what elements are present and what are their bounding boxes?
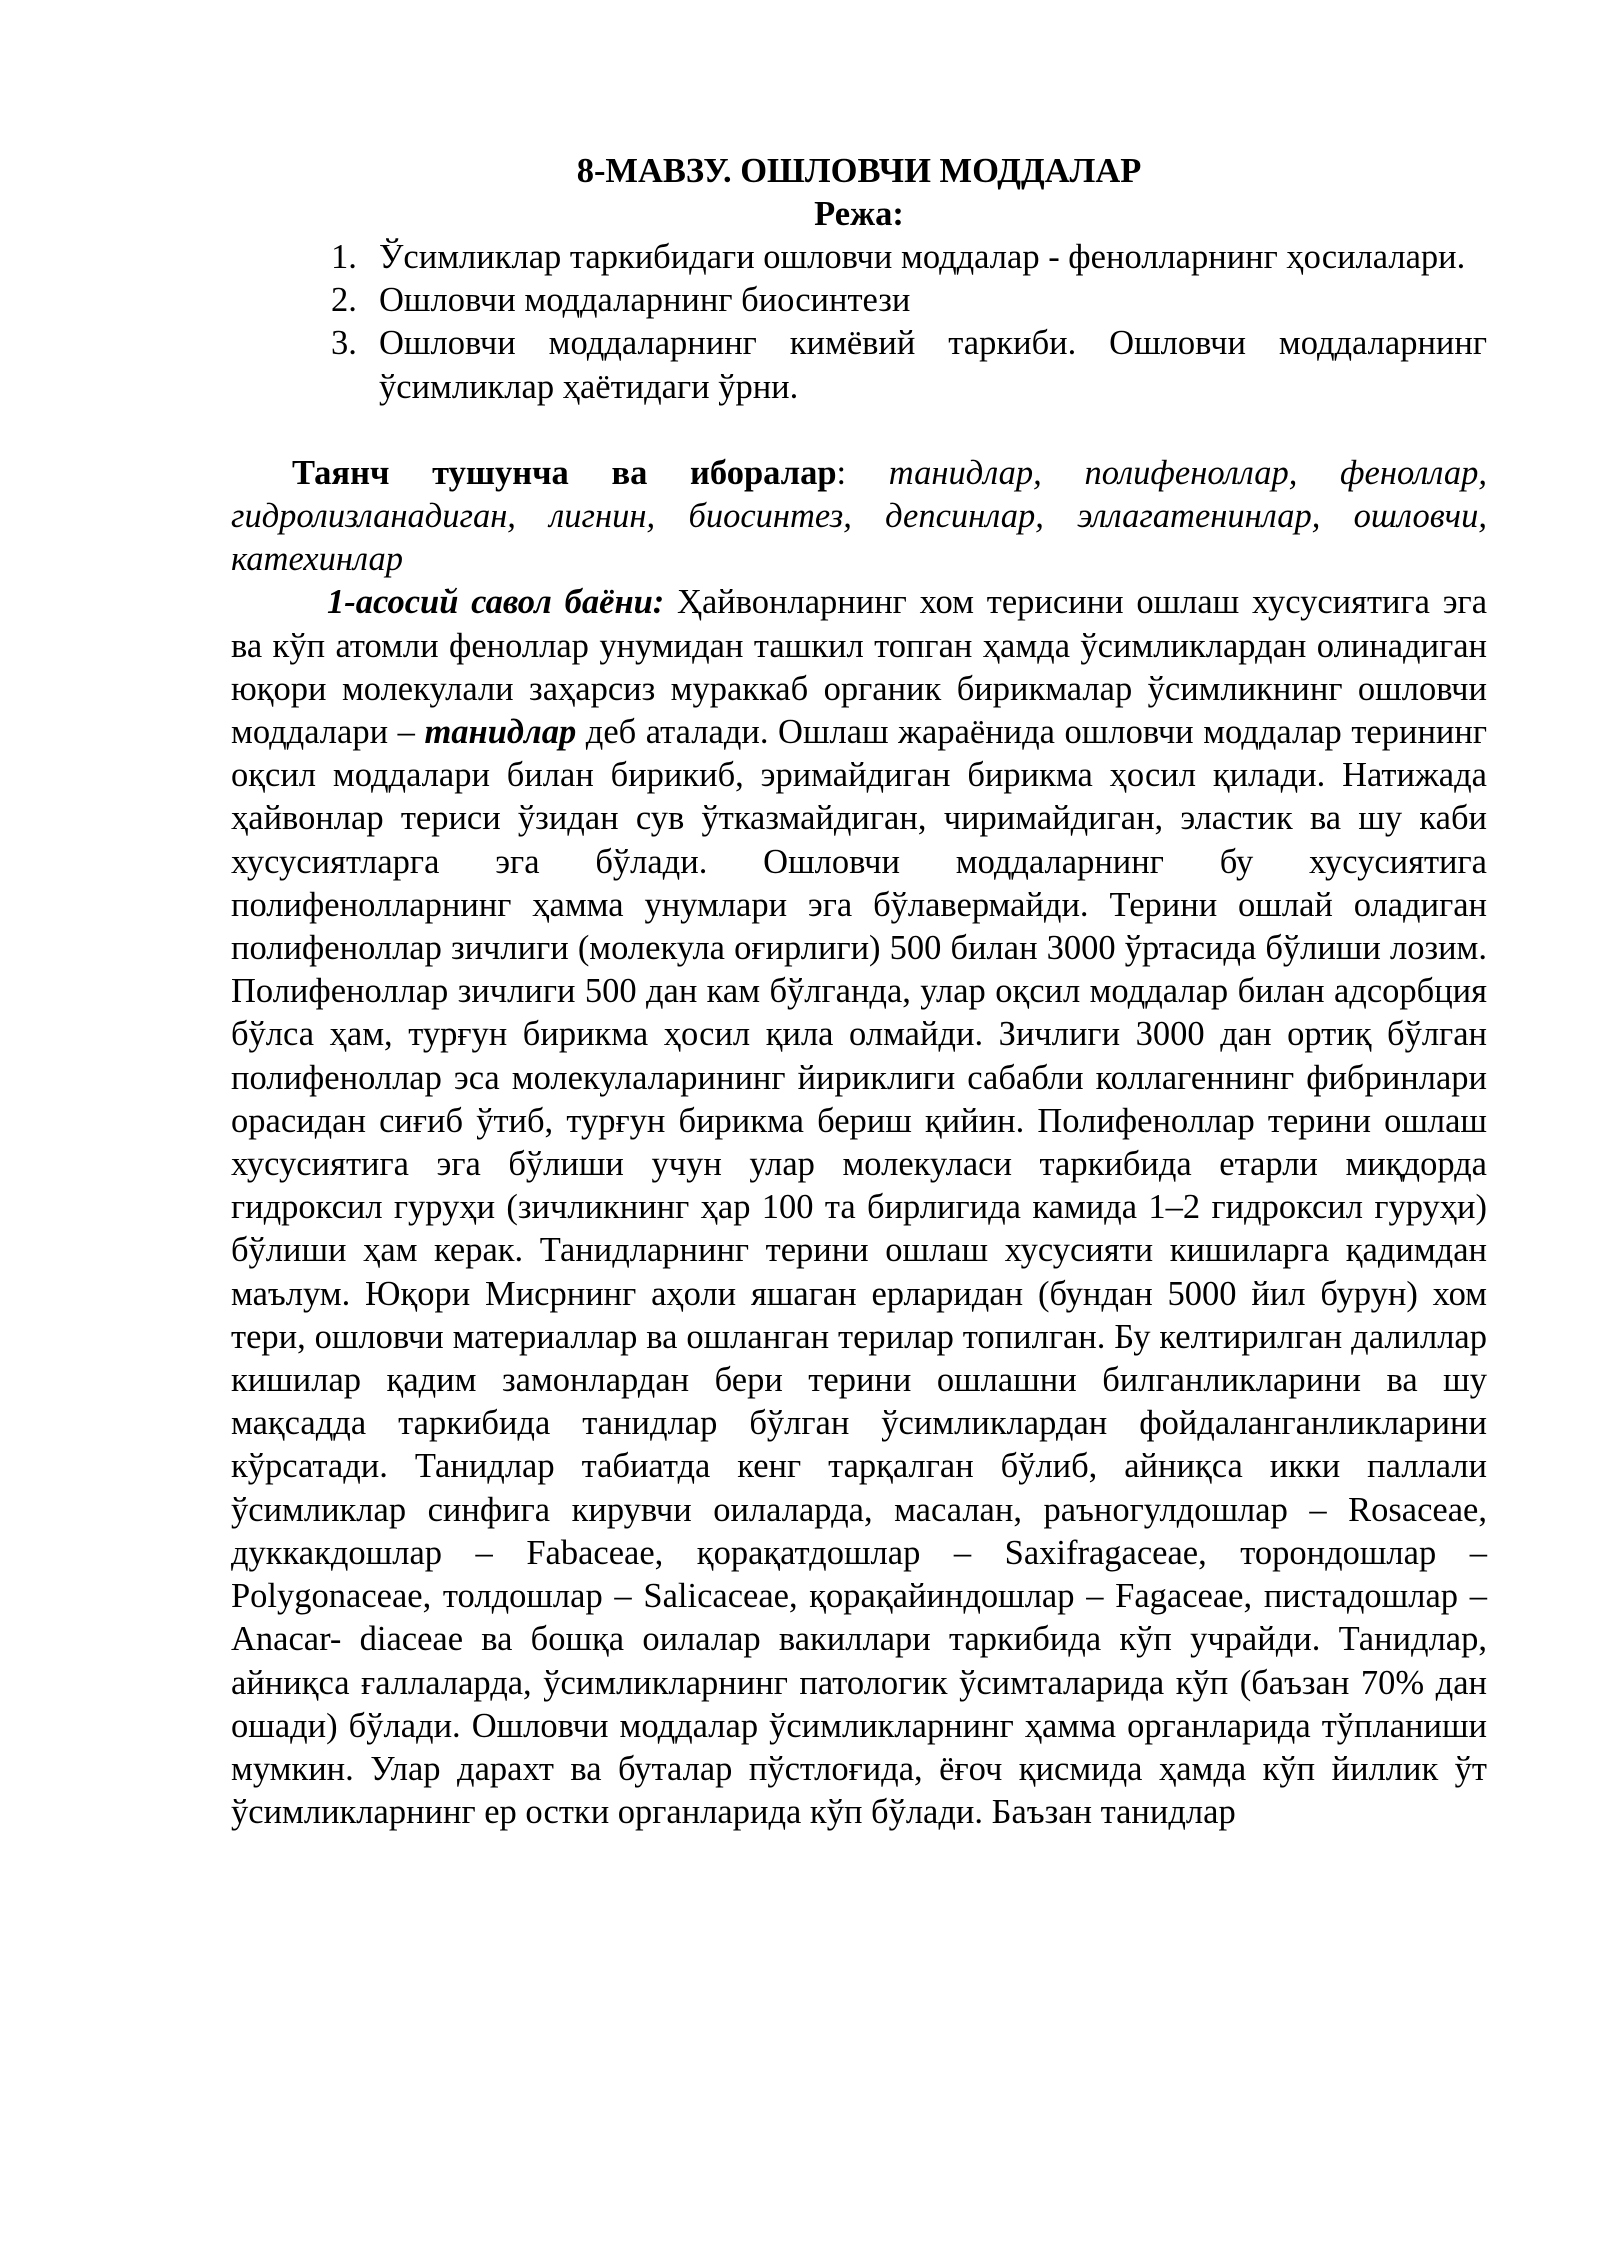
plan-item-text: Ўсимликлар таркибидаги ошловчи моддалар - фенолларнинг ҳосилалари. (379, 238, 1466, 276)
plan-item (331, 322, 1487, 408)
key-terms-colon: : (836, 453, 889, 492)
main-question-text-continued: деб аталади. Ошлаш жараёнида ошловчи моддалар терининг оқсил моддалари билан бирикиб, эримайдиган бирикма ҳосил қилади. Натижада ҳайвонлар териси ўзидан сув ўтказмайдиган, чиримайдиган, эластик ва шу каби хусусиятларга эга бўлади. Ошловчи моддаларнинг бу хусусиятига полифенолларнинг ҳамма унумлари эга бўлавермайди. Терини ошлай оладиган полифеноллар зичлиги (молекула оғирлиги) 500 билан 3000 ўртасида бўлиши лозим. Полифеноллар зичлиги 500 дан кам бўлганда, улар оқсил моддалар билан адсорбция бўлса ҳам, турғун бирикма ҳосил қила олмайди. Зичлиги 3000 дан ортиқ бўлган полифеноллар эса молекулаларининг йириклиги сабабли коллагеннинг фибринлари орасидан сиғиб ўтиб, турғун бирикма бериш қийин. Полифеноллар терини ошлаш хусусиятига эга бўлиши учун улар молекуласи таркибида етарли миқдорда гидроксил гуруҳи (зичликнинг ҳар 100 та бирлигида камида 1–2 гидроксил гуруҳи) бўлиши ҳам керак. Танидларнинг терини ошлаш хусусияти кишиларга қадимдан маълум. Юқори Мисрнинг аҳоли яшаган ерларидан (бундан 5000 йил бурун) хом тери, ошловчи материаллар ва ошланган терилар топилган. Бу келтирилган далиллар кишилар қадим замонлардан бери терини ошлашни билганликларини ва шу мақсадда таркибида танидлар бўлган ўсимликлардан фойдаланганликларини кўрсатади. Танидлар табиатда кенг тарқалган бўлиб, айниқса икки паллали ўсимликлар синфига кирувчи оилаларда, масалан, раъногулдошлар – Rosaceae, дуккакдошлар – Fabaceae, қорақатдошлар – Saxifragaceae, торондошлар –Polygonaceae, толдошлар – Salicaceae, қорақайиндошлар – Fagaceae, пистадошлар – Anacar- diaceae ва бошқа оилалар вакиллари таркибида кўп учрайди. Танидлар, айниқса ғаллаларда, ўсимликларнинг патологик ўсимталарида кўп (баъзан 70% дан ошади) бўлади. Ошловчи моддалар ўсимликларнинг ҳамма органларида тўпланиши мумкин. Улар дарахт ва буталар пўстлоғида, ёғоч қисмида ҳамда кўп йиллик ўт ўсимликларнинг ер остки органларида кўп бўлади. Баъзан танидлар (231, 713, 1487, 1832)
plan-item-text: Ошловчи моддаларнинг биосинтези (379, 281, 911, 320)
plan-item-number: 1. (331, 238, 357, 276)
plan-item (331, 279, 1487, 322)
plan-item-number: 3. (331, 324, 357, 363)
plan-item-number: 2. (331, 281, 357, 320)
key-terms-paragraph (231, 452, 1487, 582)
plan-item (331, 236, 1487, 279)
plan-list (231, 236, 1487, 409)
document-title: 8-МАВЗУ. ОШЛОВЧИ МОДДАЛАР (576, 152, 1142, 190)
main-question-lead: 1-асосий савол баёни: (327, 583, 665, 622)
plan-item-text: Ошловчи моддаларнинг кимёвий таркиби. Ошловчи моддаларнинг ўсимликлар ҳаётидаги ўрни. (379, 324, 1487, 406)
key-terms-list: танидлар, полифеноллар, феноллар, гидролизланадиган, лигнин, биосинтез, депсинлар, эллагатенинлар, ошловчи, катехинлар (231, 453, 1487, 579)
document-page (231, 150, 1487, 1834)
main-question-paragraph (231, 581, 1487, 1834)
main-question-emphasis: танидлар (424, 713, 577, 752)
main-question-text: Ҳайвонларнинг хом терисини ошлаш хусусиятига эга ва кўп атомли феноллар унумидан ташкил топган ҳамда ўсимликлардан олинадиган юқори молекулали заҳарсиз мураккаб органик бирикмалар ўсимликнинг ошловчи моддалари – (231, 583, 1488, 752)
plan-heading: Режа: (814, 195, 904, 233)
key-terms-label: Таянч тушунча ва иборалар (292, 453, 837, 492)
